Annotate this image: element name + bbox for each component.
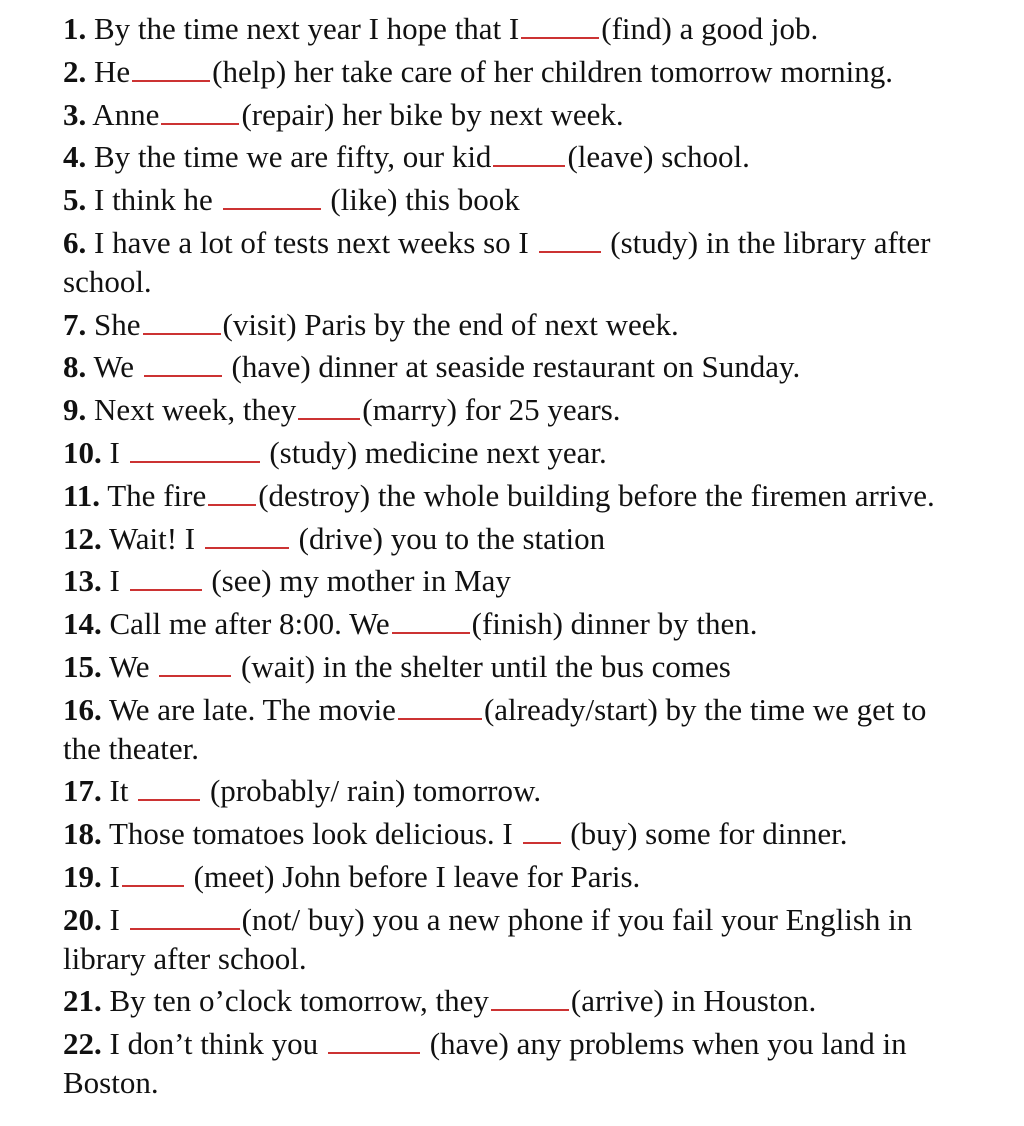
answer-blank[interactable] bbox=[130, 439, 260, 463]
exercise-item bbox=[63, 648, 963, 687]
answer-blank[interactable] bbox=[122, 863, 184, 887]
exercise-text-before: I bbox=[109, 858, 120, 894]
answer-blank[interactable] bbox=[143, 311, 221, 335]
exercise-text-before: By the time next year I hope that I bbox=[94, 11, 520, 46]
exercise-number: 16. bbox=[63, 691, 102, 727]
exercise-text-after: (help) her take care of her children tomorrow morning. bbox=[212, 53, 894, 89]
exercise-item bbox=[63, 901, 963, 979]
exercise-item bbox=[63, 53, 963, 92]
exercise-number: 14. bbox=[63, 606, 102, 642]
exercise-item bbox=[63, 391, 963, 430]
exercise-text-after: (find) a good job. bbox=[601, 11, 819, 46]
answer-blank[interactable] bbox=[159, 653, 231, 677]
exercise-text-after: (like) this book bbox=[322, 182, 520, 218]
exercise-item bbox=[63, 348, 963, 387]
exercise-list bbox=[63, 10, 963, 1107]
exercise-text-after: (already/start) by the time we get to the theater. bbox=[63, 691, 927, 766]
exercise-text-after: (leave) school. bbox=[567, 139, 750, 175]
exercise-text-after: (have) dinner at seaside restaurant on Sunday. bbox=[223, 349, 801, 385]
exercise-text-before: I bbox=[109, 563, 128, 599]
exercise-number: 9. bbox=[63, 392, 87, 428]
answer-blank[interactable] bbox=[298, 396, 360, 420]
exercise-item bbox=[63, 691, 963, 769]
exercise-text-before: She bbox=[94, 306, 141, 342]
exercise-text-after: (probably/ rain) tomorrow. bbox=[202, 773, 542, 809]
exercise-text-before: I bbox=[109, 434, 128, 470]
exercise-text-after: (meet) John before I leave for Paris. bbox=[185, 858, 641, 894]
exercise-text-before: I don’t think you bbox=[109, 1026, 326, 1062]
exercise-number: 5. bbox=[63, 182, 87, 218]
answer-blank[interactable] bbox=[539, 229, 601, 253]
exercise-number: 10. bbox=[63, 434, 102, 470]
answer-blank[interactable] bbox=[130, 567, 202, 591]
exercise-text-before: I bbox=[109, 901, 128, 937]
exercise-text-after: (drive) you to the station bbox=[290, 520, 606, 556]
exercise-text-after: (study) medicine next year. bbox=[261, 434, 607, 470]
exercise-number: 1. bbox=[63, 11, 87, 46]
exercise-number: 6. bbox=[63, 224, 87, 260]
exercise-text-before: I think he bbox=[94, 182, 221, 218]
exercise-number: 18. bbox=[63, 816, 102, 852]
answer-blank[interactable] bbox=[223, 186, 321, 210]
exercise-text-after: (see) my mother in May bbox=[203, 563, 511, 599]
exercise-number: 11. bbox=[63, 477, 101, 513]
exercise-text-after: (have) any problems when you land in Boston. bbox=[63, 1026, 907, 1100]
exercise-number: 3. bbox=[63, 96, 87, 132]
exercise-text-before: Wait! I bbox=[108, 520, 203, 556]
cropped-previous-line bbox=[0, 0, 340, 4]
answer-blank[interactable] bbox=[205, 525, 289, 549]
exercise-text-before: I have a lot of tests next weeks so I bbox=[94, 224, 537, 260]
exercise-item bbox=[63, 982, 963, 1021]
exercise-text-after: (destroy) the whole building before the firemen arrive. bbox=[258, 477, 935, 513]
exercise-number: 4. bbox=[63, 139, 87, 175]
exercise-text-after: (marry) for 25 years. bbox=[362, 392, 621, 428]
answer-blank[interactable] bbox=[138, 777, 200, 801]
exercise-text-before: The fire bbox=[107, 477, 207, 513]
exercise-number: 15. bbox=[63, 648, 102, 684]
exercise-number: 7. bbox=[63, 306, 87, 342]
exercise-text-after: (buy) some for dinner. bbox=[562, 816, 848, 852]
exercise-text-before: By ten o’clock tomorrow, they bbox=[109, 983, 489, 1019]
answer-blank[interactable] bbox=[161, 101, 239, 125]
exercise-text-after: (finish) dinner by then. bbox=[471, 606, 758, 642]
exercise-number: 12. bbox=[63, 520, 102, 556]
exercise-text-before: By the time we are fifty, our kid bbox=[94, 139, 492, 175]
exercise-item bbox=[63, 858, 963, 897]
exercise-item bbox=[63, 306, 963, 345]
exercise-item bbox=[63, 477, 963, 516]
exercise-text-after: (wait) in the shelter until the bus comes bbox=[233, 648, 731, 684]
exercise-item bbox=[63, 772, 963, 811]
exercise-text-before: Anne bbox=[92, 96, 160, 132]
exercise-item bbox=[63, 605, 963, 644]
exercise-text-after: (arrive) in Houston. bbox=[570, 983, 817, 1019]
exercise-number: 21. bbox=[63, 983, 102, 1019]
exercise-number: 13. bbox=[63, 563, 102, 599]
answer-blank[interactable] bbox=[328, 1030, 420, 1054]
exercise-text-before: It bbox=[109, 773, 137, 809]
answer-blank[interactable] bbox=[493, 143, 565, 167]
exercise-text-after: (study) in the library after school. bbox=[63, 224, 931, 299]
exercise-text-after: (repair) her bike by next week. bbox=[241, 96, 624, 132]
exercise-text-after: (visit) Paris by the end of next week. bbox=[222, 306, 679, 342]
exercise-number: 2. bbox=[63, 53, 87, 89]
exercise-number: 20. bbox=[63, 901, 102, 937]
exercise-item bbox=[63, 224, 963, 302]
answer-blank[interactable] bbox=[521, 15, 599, 39]
answer-blank[interactable] bbox=[491, 987, 569, 1011]
exercise-item bbox=[63, 1025, 963, 1103]
answer-blank[interactable] bbox=[132, 58, 210, 82]
exercise-item bbox=[63, 96, 963, 135]
exercise-number: 8. bbox=[63, 349, 87, 385]
exercise-item bbox=[63, 562, 963, 601]
exercise-text-before: We are late. The movie bbox=[108, 691, 396, 727]
exercise-text-before: We bbox=[93, 349, 142, 385]
answer-blank[interactable] bbox=[392, 610, 470, 634]
exercise-text-before: Call me after 8:00. We bbox=[109, 606, 390, 642]
answer-blank[interactable] bbox=[130, 906, 240, 930]
exercise-item bbox=[63, 815, 963, 854]
exercise-text-before: He bbox=[94, 53, 131, 89]
answer-blank[interactable] bbox=[144, 353, 222, 377]
answer-blank[interactable] bbox=[208, 482, 256, 506]
exercise-number: 22. bbox=[63, 1026, 102, 1062]
exercise-number: 17. bbox=[63, 773, 102, 809]
answer-blank[interactable] bbox=[523, 820, 561, 844]
exercise-text-before: Next week, they bbox=[94, 392, 297, 428]
exercise-number: 19. bbox=[63, 858, 102, 894]
answer-blank[interactable] bbox=[398, 696, 482, 720]
exercise-item bbox=[63, 138, 963, 177]
exercise-item bbox=[63, 434, 963, 473]
exercise-text-after: (not/ buy) you a new phone if you fail your English in library after school. bbox=[63, 901, 913, 976]
exercise-item bbox=[63, 181, 963, 220]
exercise-item bbox=[63, 520, 963, 559]
exercise-item bbox=[63, 10, 963, 49]
exercise-text-before: Those tomatoes look delicious. I bbox=[108, 816, 521, 852]
exercise-text-before: We bbox=[108, 648, 158, 684]
